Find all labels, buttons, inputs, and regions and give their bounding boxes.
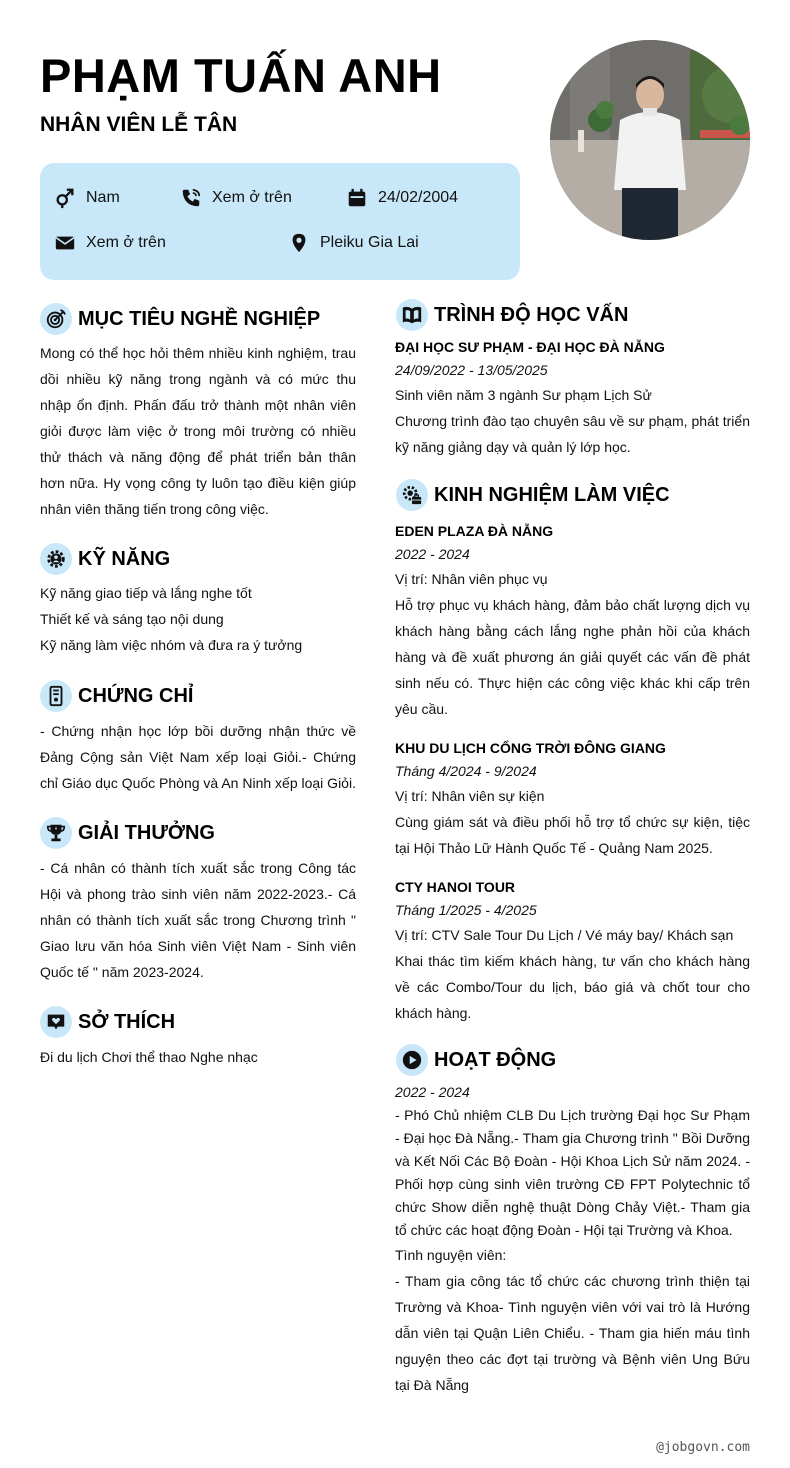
job-description: Cùng giám sát và điều phối hỗ trợ tổ chức sự kiện, tiệc tại Hội Thảo Lữ Hành Quốc Tế - Quảng Nam 2025. [395,814,750,856]
job-date: 2022 - 2024 [395,546,470,562]
email-info [54,232,166,254]
target-icon [40,303,72,335]
birthday-value: 24/02/2004 [378,189,459,206]
skills-title: KỸ NĂNG [78,547,171,570]
job-position: Vị trí: Nhân viên phục vụ [395,571,548,587]
hobbies-title: SỞ THÍCH [78,1010,176,1033]
job-title: NHÂN VIÊN LỄ TÂN [40,113,238,136]
phone-value: Xem ở trên [212,189,292,206]
certificate-icon [40,680,72,712]
job-date: Tháng 4/2024 - 9/2024 [395,763,537,779]
education-date: 24/09/2022 - 13/05/2025 [395,362,548,378]
skills-gear-icon [40,543,72,575]
briefcase-gear-icon [396,479,428,511]
hobbies-text: Đi du lịch Chơi thể thao Nghe nhạc [40,1049,258,1065]
footer-watermark: @jobgovn.com [656,1440,750,1455]
candidate-name: PHẠM TUẤN ANH [40,49,442,102]
phone-icon [180,187,202,209]
objective-text: Mong có thể học hỏi thêm nhiều kinh nghiệm, trau dồi nhiều kỹ năng trong ngành và có mức thu nhập ổn định. Phấn đấu trở thành một nhân viên giỏi được làm việc ở trong môi trường có nhiều thử thách và năng động để phát triển bản thân hơn nữa. Hy vọng công ty luôn tạo điều kiện giúp nhân viên thăng tiến trong công việc. [40,345,356,517]
certificates-title: CHỨNG CHỈ [78,684,194,707]
awards-heading [40,817,215,849]
experience-title: KINH NGHIỆM LÀM VIỆC [434,483,670,506]
personal-info-box [40,163,520,280]
hobbies-heading [40,1006,175,1038]
address-info [288,232,419,254]
email-value: Xem ở trên [86,234,166,251]
education-major: Sinh viên năm 3 ngành Sư phạm Lịch Sử [395,387,652,403]
job-company: CTY HANOI TOUR [395,879,516,895]
volunteer-label: Tình nguyện viên: [395,1247,507,1263]
volunteer-text: - Tham gia công tác tổ chức các chương trình thiện tại Trường và Khoa- Tình nguyện viên với vai trò là Hướng dẫn viên tại Quận Liên Chiểu. - Tham gia hiến máu tình nguyện theo các đợt tại trường và Bệnh viên Ung Bứu tại Đà Nẵng [395,1273,750,1393]
awards-text: - Cá nhân có thành tích xuất sắc trong Công tác Hội và phong trào sinh viên năm 2022-2023.- Cá nhân có thành tích xuất sắc trong Chương trình " Giao lưu văn hóa Sinh viên Việt Nam - Sinh viên Quốc tế " năm 2023-2024. [40,860,356,980]
skill-item: Thiết kế và sáng tạo nội dung [40,611,224,627]
job-position: Vị trí: Nhân viên sự kiện [395,788,545,804]
activities-heading [396,1044,556,1076]
activities-date: 2022 - 2024 [395,1084,470,1100]
gender-icon [54,187,76,209]
calendar-icon [346,187,368,209]
certificates-heading [40,680,193,712]
location-pin-icon [288,232,310,254]
activities-title: HOẠT ĐỘNG [434,1048,557,1071]
heart-message-icon [40,1006,72,1038]
birthday-info [346,187,458,209]
gender-info [54,187,120,209]
education-description: Chương trình đào tạo chuyên sâu về sư phạm, phát triển kỹ năng giảng dạy và quản lý lớp học. [395,413,750,455]
activities-text: - Phó Chủ nhiệm CLB Du Lịch trường Đại học Sư Phạm - Đại học Đà Nẵng.- Tham gia Chương trình " Bồi Dưỡng và Kết Nối Các Bộ Đoàn - Hội Khoa Lịch Sử năm 2024. - Phối hợp cùng sinh viên trường CĐ FPT Polytechnic tổ chức Show diễn nghệ thuật Dòng Chảy Việt.- Tham gia tổ chức các hoạt động Đoàn - Hội tại Trường và Khoa. [395,1107,750,1238]
gender-value: Nam [86,189,120,206]
skills-heading [40,543,170,575]
education-school: ĐẠI HỌC SƯ PHẠM - ĐẠI HỌC ĐÀ NẴNG [395,339,665,355]
profile-photo [550,40,750,240]
book-icon [396,299,428,331]
trophy-icon [40,817,72,849]
job-description: Hỗ trợ phục vụ khách hàng, đảm bảo chất lượng dịch vụ khách hàng bằng cách lắng nghe phản hồi của khách hàng và đề xuất phương án giải quyết các vấn đề phát sinh nếu có. Thực hiện các công việc khác khi cấp trên yêu cầu. [395,597,750,717]
play-icon [396,1044,428,1076]
objective-title: MỤC TIÊU NGHỀ NGHIỆP [78,307,321,330]
objective-heading [40,303,320,335]
address-value: Pleiku Gia Lai [320,234,419,251]
awards-title: GIẢI THƯỞNG [78,821,215,844]
job-company: EDEN PLAZA ĐÀ NẴNG [395,523,554,539]
job-date: Tháng 1/2025 - 4/2025 [395,902,537,918]
education-title: TRÌNH ĐỘ HỌC VẤN [434,303,629,326]
skill-item: Kỹ năng làm việc nhóm và đưa ra ý tưởng [40,637,303,653]
job-company: KHU DU LỊCH CỔNG TRỜI ĐÔNG GIANG [395,740,666,756]
certificates-text: - Chứng nhận học lớp bồi dưỡng nhận thức về Đảng Cộng sản Việt Nam xếp loại Giỏi.- Chứng chỉ Giáo dục Quốc Phòng và An Ninh xếp loại Giỏi. [40,723,356,791]
job-description: Khai thác tìm kiếm khách hàng, tư vấn cho khách hàng về các Combo/Tour du lịch, báo giá và chốt tour cho khách hàng. [395,953,750,1021]
job-position: Vị trí: CTV Sale Tour Du Lịch / Vé máy bay/ Khách sạn [395,927,734,943]
education-heading [396,299,628,331]
phone-info [180,187,292,209]
skill-item: Kỹ năng giao tiếp và lắng nghe tốt [40,585,252,601]
experience-heading [396,479,670,511]
email-icon [54,232,76,254]
